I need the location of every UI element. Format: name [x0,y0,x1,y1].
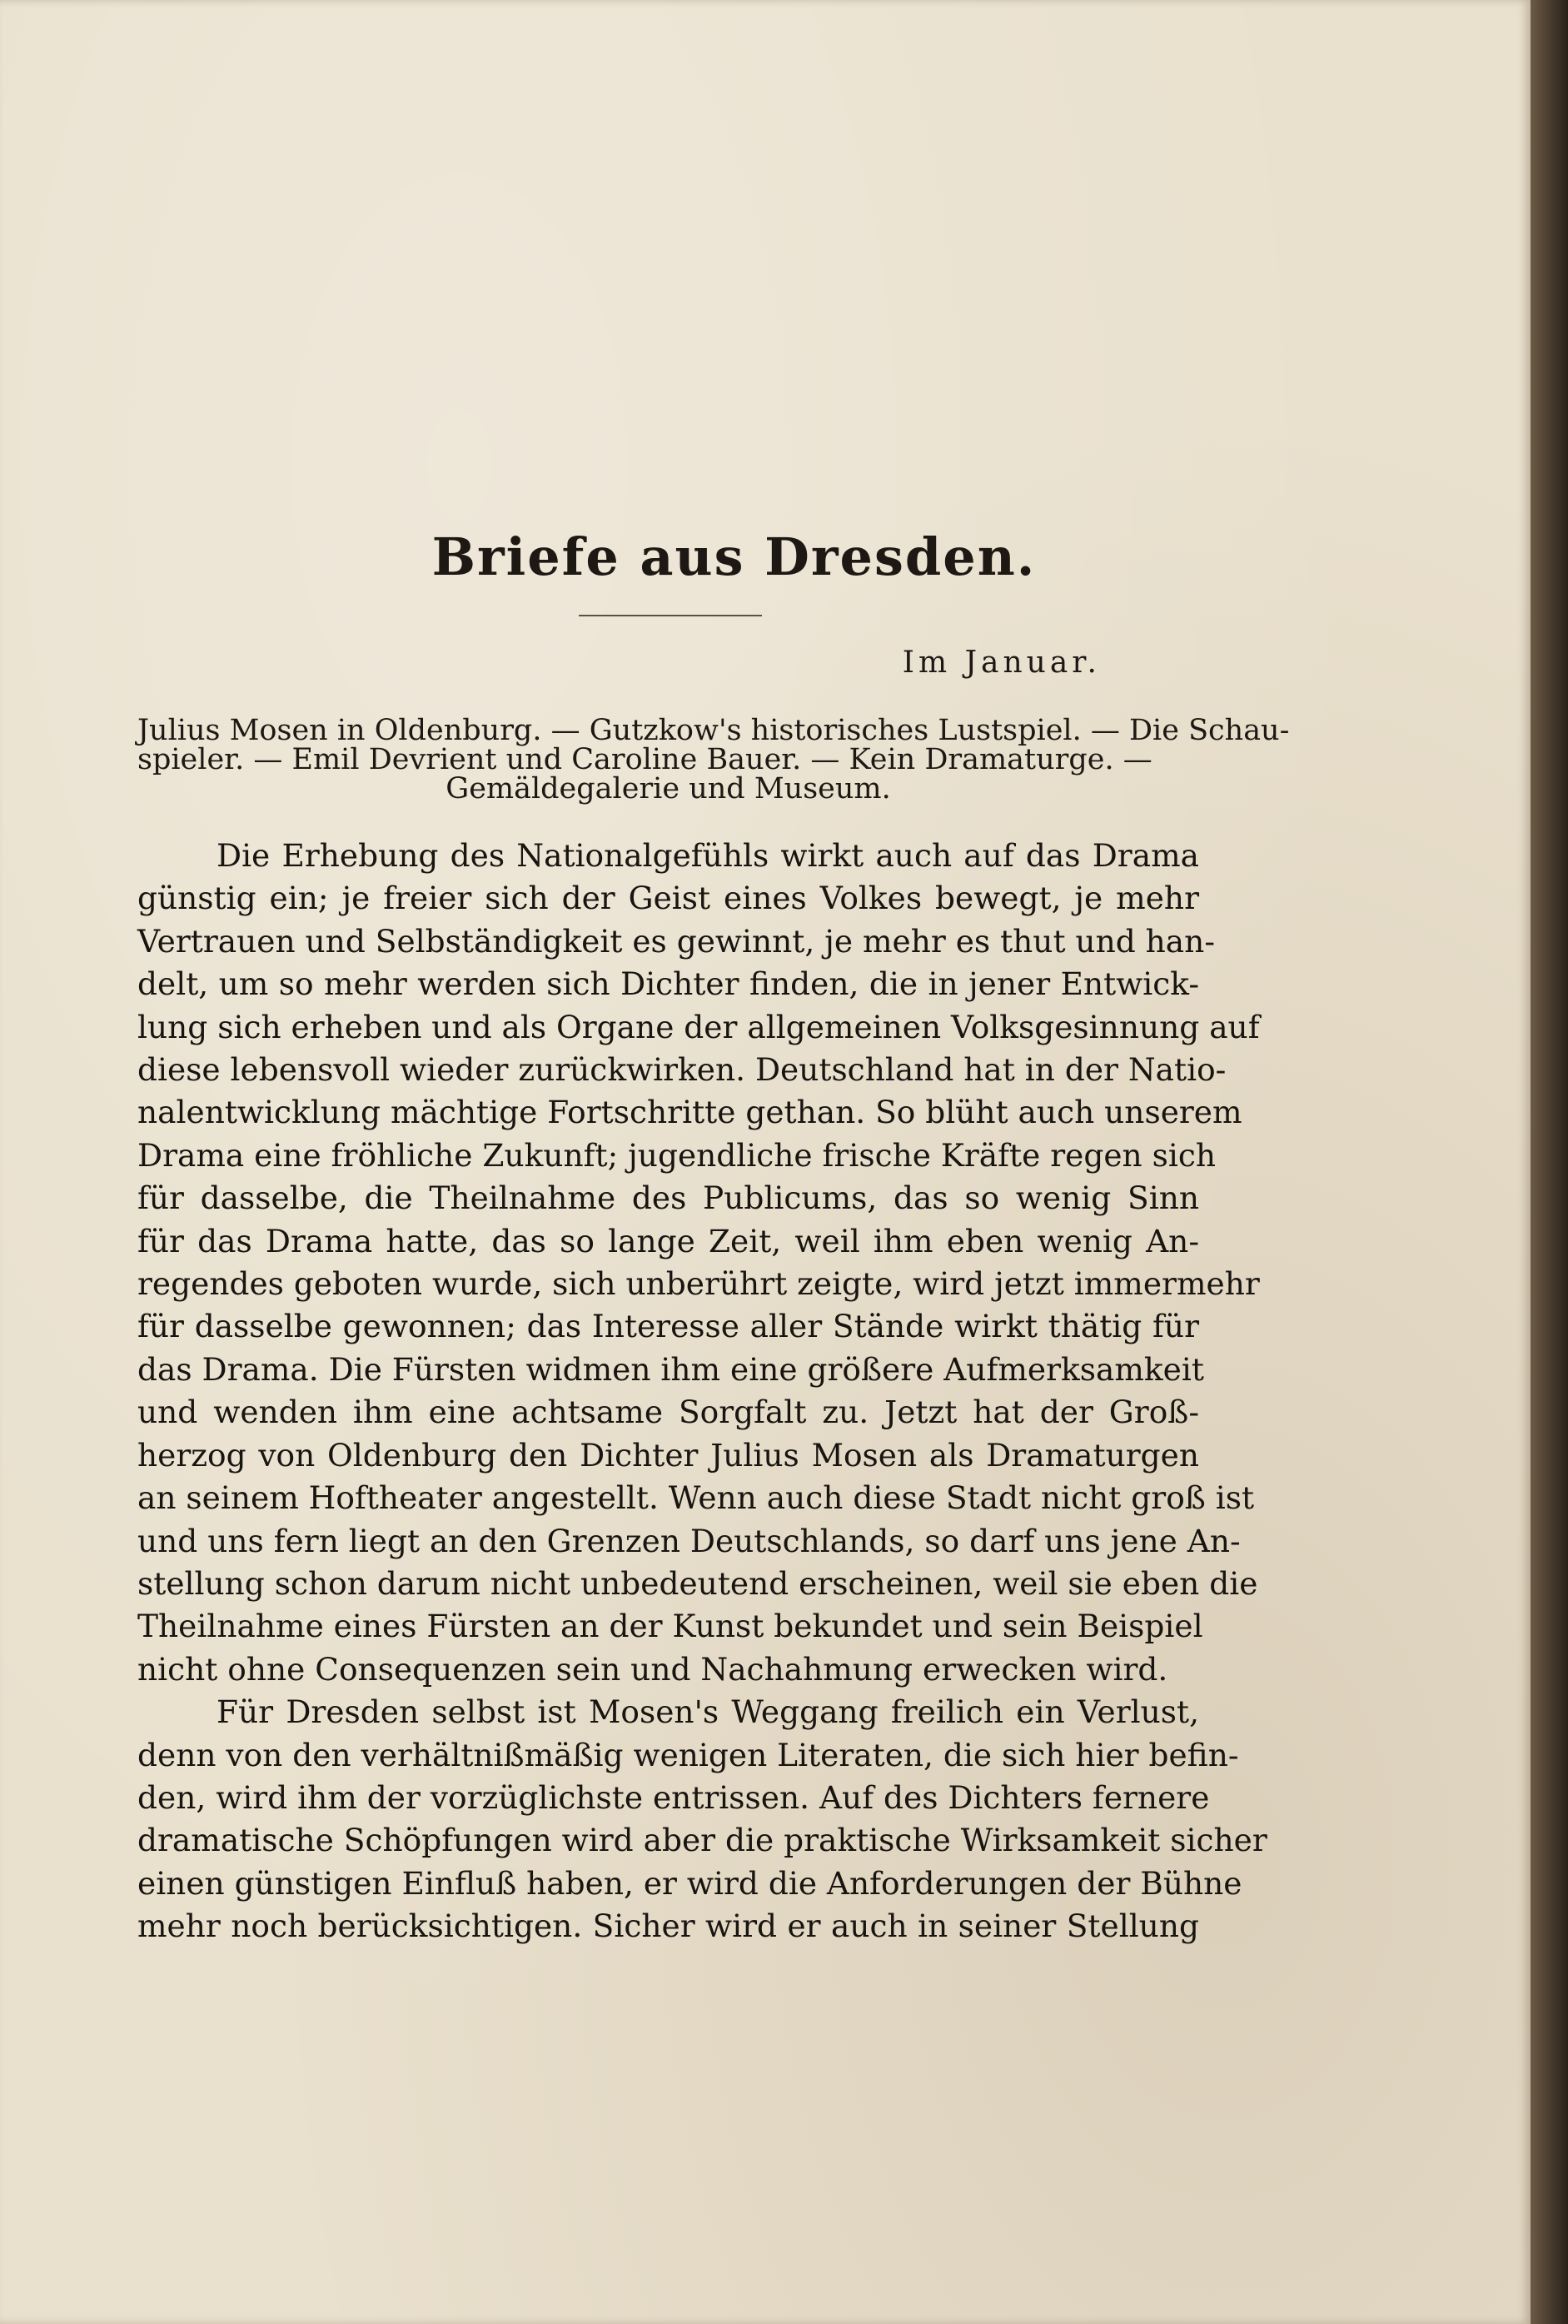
text-line: Theilnahme eines Fürsten an der Kunst bekundet und sein Beispiel [137,1608,1203,1645]
body-text [137,835,1267,1948]
text-line: für dasselbe, die Theilnahme des Publicums, das so wenig Sinn [137,1179,1199,1217]
title-divider [579,615,762,616]
text-line: nalentwicklung mächtige Fortschritte gethan. So blüht auch unserem [137,1094,1242,1131]
text-line: herzog von Oldenburg den Dichter Julius Mosen als Dramaturgen [137,1436,1199,1474]
summary-line: Julius Mosen in Oldenburg. — Gutzkow's historisches Lustspiel. — Die Schau- [137,714,1290,747]
text-line: regendes geboten wurde, sich unberührt zeigte, wird jetzt immermehr [137,1265,1260,1303]
paragraph-1 [137,835,1260,1691]
text-line: für dasselbe gewonnen; das Interesse aller Stände wirkt thätig für [137,1308,1199,1345]
text-line: günstig ein; je freier sich der Geist eines Volkes bewegt, je mehr [137,880,1199,917]
text-line: denn von den verhältnißmäßig wenigen Literaten, die sich hier befin- [137,1736,1239,1773]
text-line: den, wird ihm der vorzüglichste entrissen. Auf des Dichters fernere [137,1778,1210,1816]
article-title: Briefe aus Dresden. [431,526,1037,587]
text-line: dramatische Schöpfungen wird aber die praktische Wirksamkeit sicher [137,1822,1267,1859]
text-line: und uns fern liegt an den Grenzen Deutschlands, so darf uns jene An- [137,1522,1241,1559]
text-line: und wenden ihm eine achtsame Sorgfalt zu. Jetzt hat der Groß- [137,1394,1199,1431]
summary-line: Gemäldegalerie und Museum. [446,772,891,805]
text-line: diese lebensvoll wieder zurückwirken. Deutschland hat in der Natio- [137,1051,1227,1089]
text-line: Drama eine fröhliche Zukunft; jugendliche frische Kräfte regen sich [137,1136,1216,1174]
dateline: Im Januar. [902,646,1101,680]
summary-line: spieler. — Emil Devrient und Caroline Bauer. — Kein Dramaturge. — [137,743,1152,776]
text-line: Für Dresden selbst ist Mosen's Weggang freilich ein Verlust, [217,1693,1199,1731]
summary-block [137,714,1290,805]
book-edge-shadow [1531,0,1568,2324]
show-through-page-number [633,250,664,302]
text-line: Die Erhebung des Nationalgefühls wirkt auch auf das Drama [217,837,1199,874]
text-line: mehr noch berücksichtigen. Sicher wird er auch in seiner Stellung [137,1908,1199,1945]
text-line: das Drama. Die Fürsten widmen ihm eine größere Aufmerksamkeit [137,1350,1204,1388]
text-line: einen günstigen Einfluß haben, er wird die Anforderungen der Bühne [137,1864,1242,1902]
paragraph-2 [137,1691,1267,1947]
text-line: an seinem Hoftheater angestellt. Wenn auch diese Stadt nicht groß ist [137,1479,1255,1517]
text-line: delt, um so mehr werden sich Dichter finden, die in jener Entwick- [137,965,1199,1003]
text-line: für das Drama hatte, das so lange Zeit, weil ihm eben wenig An- [137,1222,1199,1259]
text-line: Vertrauen und Selbständigkeit es gewinnt, je mehr es thut und han- [137,922,1215,960]
text-line: lung sich erheben und als Organe der allgemeinen Volksgesinnung auf [137,1008,1260,1045]
text-line: stellung schon darum nicht unbedeutend erscheinen, weil sie eben die [137,1564,1258,1602]
text-line: nicht ohne Consequenzen sein und Nachahmung erwecken wird. [137,1650,1168,1688]
